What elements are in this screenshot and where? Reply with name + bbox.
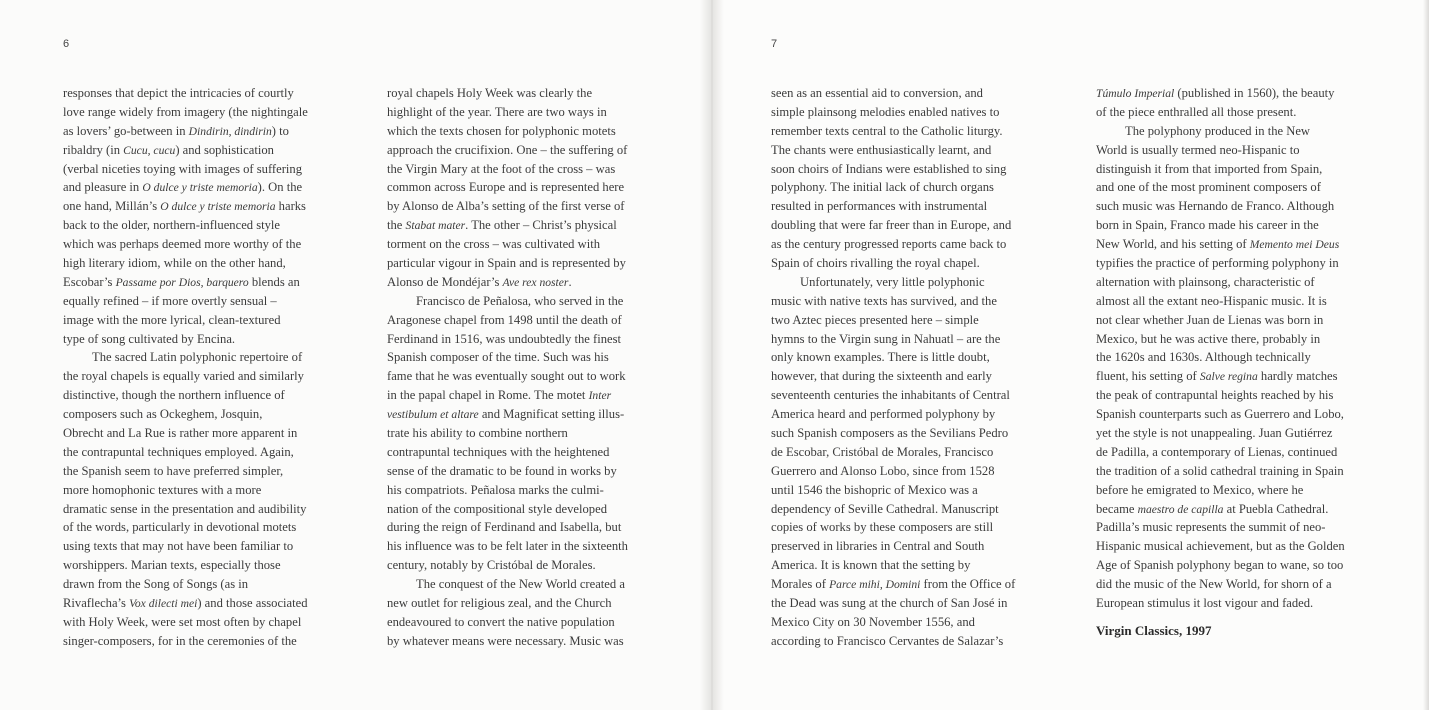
text-line [1096, 348, 1345, 367]
text-line [1096, 235, 1345, 254]
text-line [1096, 197, 1345, 216]
text-line [387, 197, 628, 216]
text-line [387, 443, 628, 462]
text-run: polyphony. The initial lack of church organs [771, 180, 994, 195]
text-run: equally refined – if more overtly sensual – [63, 293, 277, 308]
text-run: yet the style is not unappealing. Juan Gutiérrez [1096, 426, 1333, 441]
text-run: soon choirs of Indians were established to sing [771, 161, 1007, 176]
text-line [387, 594, 628, 613]
italic-title: O dulce y triste memoria [160, 200, 276, 214]
text-run: ) to [271, 123, 289, 138]
text-line [1096, 386, 1345, 405]
text-line [63, 424, 308, 443]
text-run: during the reign of Ferdinand and Isabella, but [387, 520, 622, 535]
text-line [771, 330, 1015, 349]
text-line [63, 122, 308, 141]
text-run: distinctive, though the northern influence of [63, 388, 285, 403]
text-line [387, 632, 628, 651]
italic-title: Parce mihi, Domini [829, 578, 921, 592]
text-line [771, 160, 1015, 179]
text-run: New World, and his setting of [1096, 237, 1250, 252]
text-run: as the century progressed reports came back to [771, 237, 1007, 252]
text-run: before he emigrated to Mexico, where he [1096, 482, 1304, 497]
text-run: Spanish composer of the time. Such was his [387, 350, 609, 365]
text-run: singer-composers, for in the ceremonies of the [63, 633, 297, 648]
page-edge-shadow [1423, 0, 1429, 710]
text-run: one hand, Millán’s [63, 199, 161, 214]
text-run: Francisco de Peñalosa, who served in the [416, 293, 624, 308]
text-line [1096, 273, 1345, 292]
text-line [771, 594, 1015, 613]
text-line [771, 367, 1015, 386]
text-run: de Padilla, a contemporary of Lienas, continued [1096, 444, 1338, 459]
text-run: fluent, his setting of [1096, 369, 1200, 384]
text-line [387, 481, 628, 500]
text-line [771, 103, 1015, 122]
text-line [1096, 254, 1345, 273]
text-run: remember texts central to the Catholic liturgy. [771, 123, 1003, 138]
italic-title: Vox dilecti mei [129, 597, 198, 611]
text-line [63, 518, 308, 537]
text-run: and pleasure in [63, 180, 143, 195]
text-run: dramatic sense in the presentation and audibility [63, 501, 307, 516]
text-run: Ferdinand in 1516, was undoubtedly the finest [387, 331, 621, 346]
text-run: responses that depict the intricacies of courtly [63, 86, 294, 100]
text-line [771, 575, 1015, 594]
text-line [63, 443, 308, 462]
text-run: the contrapuntal techniques employed. Again, [63, 444, 294, 459]
text-line [771, 292, 1015, 311]
text-line [1096, 500, 1345, 519]
text-run: Guerrero and Alonso Lobo, since from 1528 [771, 463, 995, 478]
text-line [387, 556, 628, 575]
text-run: century, notably by Cristóbal de Morales. [387, 558, 596, 573]
text-run: such Spanish composers as the Sevilians Pedro [771, 426, 1009, 441]
text-run: by Alonso de Alba’s setting of the first verse of [387, 199, 625, 214]
text-line [387, 367, 628, 386]
italic-title: Memento mei Deus [1249, 238, 1340, 252]
text-run: World is usually termed neo-Hispanic to [1096, 142, 1300, 157]
text-line [387, 292, 628, 311]
text-run: torment on the cross – was cultivated with [387, 237, 600, 252]
text-line [387, 273, 628, 292]
text-run: typifies the practice of performing polyphony in [1096, 256, 1339, 271]
text-line [387, 386, 628, 405]
text-line [771, 613, 1015, 632]
text-line [771, 405, 1015, 424]
text-run: copies of works by these composers are still [771, 520, 994, 535]
label-credit: Virgin Classics, 1997 [1096, 622, 1212, 638]
text-run: new outlet for religious zeal, and the Church [387, 596, 612, 611]
text-run: from the Office of [920, 577, 1016, 592]
text-line [1096, 216, 1345, 235]
text-run: became [1096, 501, 1138, 516]
text-line [1096, 405, 1345, 424]
text-run: such music was Hernando de Franco. Although [1096, 199, 1335, 214]
text-run: only known examples. There is little doubt, [771, 350, 990, 365]
text-line [1096, 178, 1345, 197]
italic-title: Stabat mater [405, 219, 466, 233]
text-run: simple plainsong melodies enabled natives to [771, 104, 1000, 119]
text-line [1096, 594, 1345, 613]
italic-title: Dindirin, dindirin [188, 124, 272, 138]
text-run: America heard and performed polyphony by [771, 407, 996, 422]
text-line [771, 424, 1015, 443]
text-line [1096, 518, 1345, 537]
italic-title: vestibulum et altare [387, 408, 479, 422]
text-line [771, 518, 1015, 537]
text-run: Rivaflecha’s [63, 596, 130, 611]
text-run: endeavoured to convert the native population [387, 614, 615, 629]
text-line [387, 122, 628, 141]
text-line [387, 500, 628, 519]
text-run: The polyphony produced in the New [1125, 123, 1311, 138]
text-run: the Spanish seem to have preferred simpler, [63, 463, 284, 478]
text-run: ). On the [257, 180, 303, 195]
text-line [1096, 84, 1345, 103]
text-run: at Puebla Cathedral. [1223, 501, 1329, 516]
text-line [63, 273, 308, 292]
text-run: drawn from the Song of Songs (as in [63, 577, 249, 592]
text-run: type of song cultivated by Encina. [63, 331, 236, 346]
text-run: back to the older, northern-influenced style [63, 218, 281, 233]
text-run: Unfortunately, very little polyphonic [800, 274, 985, 289]
text-line [1096, 462, 1345, 481]
text-run: Mexico City on 30 November 1556, and [771, 614, 975, 629]
text-line [387, 141, 628, 160]
text-line [63, 197, 308, 216]
italic-title: Ave rex noster [502, 275, 569, 289]
text-run: two Aztec pieces presented here – simple [771, 312, 979, 327]
text-line [771, 481, 1015, 500]
text-run: The chants were enthusiastically learnt, and [771, 142, 992, 157]
text-run: of the piece enthralled all those present. [1096, 104, 1297, 119]
text-run: image with the more lyrical, clean-textured [63, 312, 281, 327]
spacer [1096, 613, 1345, 622]
text-line [387, 462, 628, 481]
text-line [1096, 556, 1345, 575]
text-line [63, 556, 308, 575]
text-run: Padilla’s music represents the summit of neo- [1096, 520, 1326, 535]
text-run: preserved in libraries in Central and South [771, 539, 985, 554]
text-run: did the music of the New World, for shorn of a [1096, 577, 1332, 592]
text-run: resulted in performances with instrumental [771, 199, 988, 214]
text-line [63, 405, 308, 424]
text-line [63, 481, 308, 500]
text-run: Morales of [771, 577, 830, 592]
text-run: Obrecht and La Rue is rather more apparent in [63, 426, 298, 441]
text-run: however, that during the sixteenth and early [771, 369, 992, 384]
text-run: royal chapels Holy Week was clearly the [387, 86, 593, 100]
text-line [63, 462, 308, 481]
text-run: the 1620s and 1630s. Although technically [1096, 350, 1311, 365]
text-run: America. It is known that the setting by [771, 558, 971, 573]
text-line [387, 254, 628, 273]
text-run: Spanish counterparts such as Guerrero and Lobo, [1096, 407, 1344, 422]
text-run: distinguish it from that imported from Spain, [1096, 161, 1323, 176]
text-line [387, 405, 628, 424]
text-run: The sacred Latin polyphonic repertoire of [92, 350, 303, 365]
text-line [63, 254, 308, 273]
text-run: almost all the extant neo-Hispanic music. It is [1096, 293, 1327, 308]
text-line [771, 386, 1015, 405]
text-line [771, 311, 1015, 330]
text-run: composers such as Ockeghem, Josquin, [63, 407, 263, 422]
text-run: approach the crucifixion. One – the suffering of [387, 142, 628, 157]
text-run: the peak of contrapuntal heights reached by his [1096, 388, 1334, 403]
text-run: his influence was to be felt later in the sixteenth [387, 539, 628, 554]
text-run: Escobar’s [63, 274, 116, 289]
text-run: high literary idiom, while on the other hand, [63, 256, 286, 271]
text-run: Age of Spanish polyphony began to wane, so too [1096, 558, 1344, 573]
text-line [1096, 311, 1345, 330]
italic-title: Passame por Dios, barquero [115, 275, 249, 289]
text-run: ) and those associated [197, 596, 308, 611]
text-line [1096, 481, 1345, 500]
text-run: according to Francisco Cervantes de Salazar’s [771, 633, 1004, 648]
text-run: sense of the dramatic to be found in works by [387, 463, 617, 478]
text-line [387, 330, 628, 349]
text-line [771, 348, 1015, 367]
text-column-2 [387, 84, 628, 651]
italic-title: Túmulo Imperial [1096, 87, 1175, 100]
text-line [771, 632, 1015, 651]
text-line [771, 273, 1015, 292]
text-run: worshippers. Marian texts, especially those [63, 558, 281, 573]
text-line [387, 537, 628, 556]
text-run: Alonso de Mondéjar’s [387, 274, 503, 289]
text-line [1096, 367, 1345, 386]
text-run: the [387, 218, 406, 233]
text-line [387, 178, 628, 197]
text-line [387, 518, 628, 537]
text-run: until 1546 the bishopric of Mexico was a [771, 482, 978, 497]
right-page [712, 0, 1429, 710]
text-line [387, 424, 628, 443]
text-line [387, 235, 628, 254]
text-run: doubling that were far freer than in Europe, and [771, 218, 1012, 233]
text-run: fame that he was eventually sought out to work [387, 369, 626, 384]
text-run: de Escobar, Cristóbal de Morales, Francisco [771, 444, 994, 459]
text-run: ribaldry (in [63, 142, 124, 157]
text-run: love range widely from imagery (the nightingale [63, 104, 308, 119]
text-column-4 [1096, 84, 1345, 641]
text-line [63, 330, 308, 349]
text-line [63, 160, 308, 179]
text-line [1096, 443, 1345, 462]
text-run: the Virgin Mary at the foot of the cross – was [387, 161, 616, 176]
text-line [387, 216, 628, 235]
text-line [63, 103, 308, 122]
text-line [63, 575, 308, 594]
text-line [1096, 537, 1345, 556]
text-run: The conquest of the New World created a [416, 577, 625, 592]
text-line [771, 462, 1015, 481]
text-run: and Magnificat setting illus- [478, 407, 625, 422]
text-run: which the texts chosen for polyphonic motets [387, 123, 616, 138]
text-line [63, 348, 308, 367]
text-line [771, 500, 1015, 519]
text-run: with Holy Week, were set most often by chapel [63, 614, 302, 629]
text-run: Spain of choirs rivalling the royal chapel. [771, 256, 980, 271]
text-line [63, 311, 308, 330]
text-line [387, 348, 628, 367]
text-run: the royal chapels is equally varied and similarly [63, 369, 304, 384]
text-line [771, 141, 1015, 160]
text-line [771, 178, 1015, 197]
text-line [771, 122, 1015, 141]
text-run: Mexico, but he was active there, probably in [1096, 331, 1321, 346]
text-run: . The other – Christ’s physical [465, 218, 617, 233]
text-run: by whatever means were necessary. Music was [387, 633, 624, 648]
text-line [1096, 103, 1345, 122]
text-line [1096, 141, 1345, 160]
text-run: contrapuntal techniques with the heightened [387, 444, 610, 459]
text-run: more homophonic textures with a more [63, 482, 262, 497]
text-line [63, 594, 308, 613]
text-line [771, 443, 1015, 462]
text-run: seventeenth centuries the inhabitants of Central [771, 388, 1010, 403]
text-run: Hispanic musical achievement, but as the Golden [1096, 539, 1345, 554]
text-run: the tradition of a solid cathedral training in Spain [1096, 463, 1344, 478]
text-line [63, 537, 308, 556]
text-line [63, 178, 308, 197]
text-run: which was perhaps deemed more worthy of the [63, 237, 302, 252]
text-line [1096, 160, 1345, 179]
italic-title: maestro de capilla [1137, 502, 1224, 516]
text-run: hardly matches [1257, 369, 1338, 384]
text-line [63, 141, 308, 160]
text-run: highlight of the year. There are two ways in [387, 104, 607, 119]
text-run: blends an [248, 274, 300, 289]
text-run: hymns to the Virgin sung in Nahuatl – are the [771, 331, 1001, 346]
page-number-right: 7 [771, 38, 778, 50]
text-run: born in Spain, Franco made his career in the [1096, 218, 1319, 233]
text-run: using texts that may not have been familiar to [63, 539, 294, 554]
text-line [771, 254, 1015, 273]
text-run: dependency of Seville Cathedral. Manuscript [771, 501, 999, 516]
text-line [771, 216, 1015, 235]
text-run: not clear whether Juan de Lienas was born in [1096, 312, 1324, 327]
text-line [771, 84, 1015, 103]
text-line [1096, 424, 1345, 443]
text-line [63, 84, 308, 103]
text-line [387, 160, 628, 179]
text-line [387, 311, 628, 330]
italic-title: O dulce y triste memoria [142, 181, 258, 195]
text-run: alternation with plainsong, characteristic of [1096, 274, 1315, 289]
text-line [63, 500, 308, 519]
text-run: and one of the most prominent composers of [1096, 180, 1321, 195]
page-number-left: 6 [63, 38, 70, 50]
text-run: . [568, 274, 572, 289]
text-run: of the words, particularly in devotional motets [63, 520, 297, 535]
text-column-3 [771, 84, 1015, 651]
text-line [771, 197, 1015, 216]
italic-title: Cucu, cucu [123, 143, 176, 157]
text-run: (verbal niceties toying with images of suffering [63, 161, 302, 176]
text-line [387, 575, 628, 594]
text-line [63, 613, 308, 632]
text-run: particular vigour in Spain and is represented by [387, 256, 626, 271]
text-line [387, 613, 628, 632]
text-line [1096, 122, 1345, 141]
text-run: Aragonese chapel from 1498 until the death of [387, 312, 622, 327]
text-line [63, 292, 308, 311]
left-page [0, 0, 712, 710]
text-run: (published in 1560), the beauty [1174, 86, 1335, 100]
text-run: European stimulus it lost vigour and faded. [1096, 596, 1314, 611]
text-line [771, 556, 1015, 575]
text-run: in the papal chapel in Rome. The motet [387, 388, 589, 403]
text-run: music with native texts has survived, and the [771, 293, 997, 308]
text-run: ) and sophistication [175, 142, 274, 157]
text-line [63, 216, 308, 235]
text-line [63, 632, 308, 651]
text-line [1096, 575, 1345, 594]
text-line [1096, 330, 1345, 349]
text-line [771, 235, 1015, 254]
text-line [63, 367, 308, 386]
text-run: as lovers’ go-between in [63, 123, 189, 138]
text-run: seen as an essential aid to conversion, and [771, 86, 983, 100]
text-line [63, 386, 308, 405]
text-run: trate his ability to combine northern [387, 426, 568, 441]
text-run: his compatriots. Peñalosa marks the culmi- [387, 482, 604, 497]
italic-title: Inter [588, 389, 612, 403]
italic-title: Salve regina [1199, 370, 1258, 384]
text-run: harks [275, 199, 306, 214]
text-run: nation of the compositional style developed [387, 501, 607, 516]
text-line [771, 537, 1015, 556]
text-column-1 [63, 84, 308, 651]
text-run: the Dead was sung at the church of San José in [771, 596, 1008, 611]
text-line [387, 84, 628, 103]
text-line [387, 103, 628, 122]
text-line [1096, 292, 1345, 311]
book-gutter [700, 0, 724, 710]
text-line [63, 235, 308, 254]
text-run: common across Europe and is represented here [387, 180, 625, 195]
